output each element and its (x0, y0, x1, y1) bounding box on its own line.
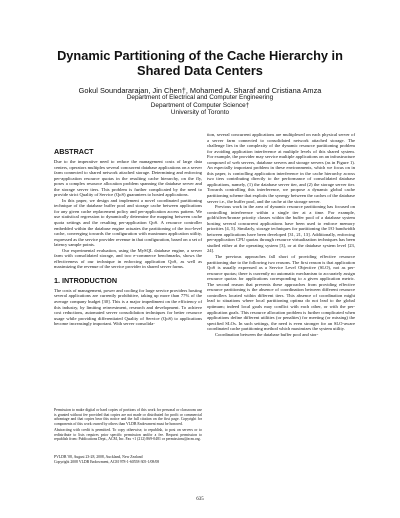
author-block (0, 87, 400, 117)
affiliation-university: University of Toronto (170, 109, 230, 117)
body-paragraph-2: Previous work in the area of dynamic resource partitioning has focused on controlling interference within a single tier at a time. For example, gold/silver/bronze priority classes within the buffer pool of a database system hosting several concurrent applications have been used to enforce memory priorities [4, 5]. Similarly, storage techniques for partitioning the I/O bandwidth between applications have been developed [31, 21, 13]. Additionally, enforcing per-application CPU quotas through resource virtualization techniques has been studied either at the operating system [3], or at the database system level [23, 24]. (207, 204, 355, 254)
left-column (54, 147, 202, 327)
paper-title (0, 48, 400, 78)
permission-paragraph-2: Abstracting with credit is permitted. To copy otherwise, to republish, to post on servers or to redistribute to lists requires prior specific permission and/or a fee. Request permission to republish from: Publications Dept., ACM, Inc. Fax +1 (212) 869-0481 or permissions@acm.org. (54, 428, 202, 442)
conference-line-2: Copyright 2008 VLDB Endowment, ACM 978-1-60558-305-1/08/08 (54, 459, 160, 464)
abstract-paragraph-2: In this paper, we design and implement a novel coordinated partitioning technique of the database buffer pool and storage cache between applications for any given cache replacement policy and per-application access pattern. We use statistical regression to dynamically determine the mapping between cache quota settings and the resulting per-application QoS. A resource controller embedded within the database engine actuates the partitioning of the two-level cache, converging towards the configuration with maximum application utility, expressed as the service provider revenue in that configuration, based on a set of latency sample points. (54, 197, 202, 248)
permission-notice (54, 408, 202, 442)
abstract-paragraph-1: Due to the imperative need to reduce the management costs of large data centers, operators multiplex several concurrent database applications on a server farm connected to shared network attached storage. Determining and enforcing per-application resource quotas in the resulting cache hierarchy, on the fly, poses a complex resource allocation problem spanning the database server and the storage server tiers. This problem is further complicated by the need to provide strict Quality of Service (QoS) guarantees to hosted applications. (54, 159, 202, 198)
conference-info (54, 455, 202, 464)
affiliation-cs: Department of Computer Science† (150, 101, 250, 109)
abstract-paragraph-3: Our experimental evaluation, using the MySQL database engine, a server farm with consolidated storage, and two e-commerce benchmarks, shows the effectiveness of our technique in enforcing application QoS, as well as maximizing the revenue of the service provider in shared server farms. (54, 247, 202, 270)
affiliation-ece: Department of Electrical and Computer Engineering (126, 94, 274, 102)
introduction-heading: 1. INTRODUCTION (54, 275, 118, 285)
conference-line-1: PVLDB '08, August 23-28, 2008, Auckland, New Zealand (54, 455, 143, 459)
paper-title-line2: Shared Data Centers (137, 63, 263, 78)
body-paragraph-1: tion, several concurrent applications are multiplexed on each physical server of a server farm connected to consolidated network attached storage. The challenge lies in the complexity of the dynamic resource partitioning problem for avoiding application interference at multiple levels of this shared system. For example, the provider may service multiple applications on an infrastructure composed of web servers, database servers and storage servers (as in Figure 1). An especially important problem in these environments, which we focus on in this paper, is controlling application interference in the cache hierarchy across two tiers contributing directly to the performance of consolidated database applications, namely, (1) the database server tier, and (2) the storage server tier. Towards controlling this interference, we propose a dynamic global cache partitioning scheme that exploits the synergy between the caches of the database server i.e., the buffer pool, and the cache at the storage server. (207, 132, 355, 204)
right-column (207, 132, 355, 337)
page-number: 635 (196, 497, 204, 502)
body-paragraph-4: Coordination between the database buffer pool and stor- (215, 331, 319, 337)
author-names: Gokul Soundararajan, Jin Chen†, Mohamed A. Sharaf and Cristiana Amza (78, 86, 322, 95)
abstract-heading: ABSTRACT (54, 147, 94, 156)
body-paragraph-3: The previous approaches fall short of providing effective resource partitioning due to the following two reasons. The first reason is that application QoS is usually expressed as a Service Level Objective (SLO), not as per-resource quotas; there is currently no automatic mechanism to accurately assign resource quotas for applications corresponding to a given application metric. The second reason that prevents these approaches from providing effective resource partitioning is the absence of coordination between different resource controllers located within different tiers. This absence of coordination might lead to situations where local partitioning optima do not lead to the global optimum; indeed local goals may conflict with each other, or with the per-application goals. This resource allocation problem is further complicated when applications define different utilities (or penalties) for meeting (or missing) the specified SLOs. In such settings, the need is even stronger for an SLO-aware coordinated cache partitioning method which maximizes the system utility. (207, 254, 355, 332)
permission-paragraph-1: Permission to make digital or hard copies of portions of this work for personal or classroom use is granted without fee provided that copies are not made or distributed for profit or commercial advantage and that copies bear this notice and the full citation on the first page. Copyright for components of this work owned by others than VLDB Endowment must be honored. (54, 408, 202, 426)
introduction-paragraph-1: The costs of management, power and cooling for large service providers hosting several applications are currently prohibitive, taking up more than 77% of the average company budget [30]. This is a major impediment on the efficiency of this industry, by limiting reinvestment, research and development. To achieve cost reductions, automated server consolidation techniques for better resource usage while providing differentiated Quality of Service (QoS) to applications become increasingly important. With server consolida- (54, 287, 202, 327)
paper-title-line1: Dynamic Partitioning of the Cache Hierarchy in (57, 48, 343, 63)
